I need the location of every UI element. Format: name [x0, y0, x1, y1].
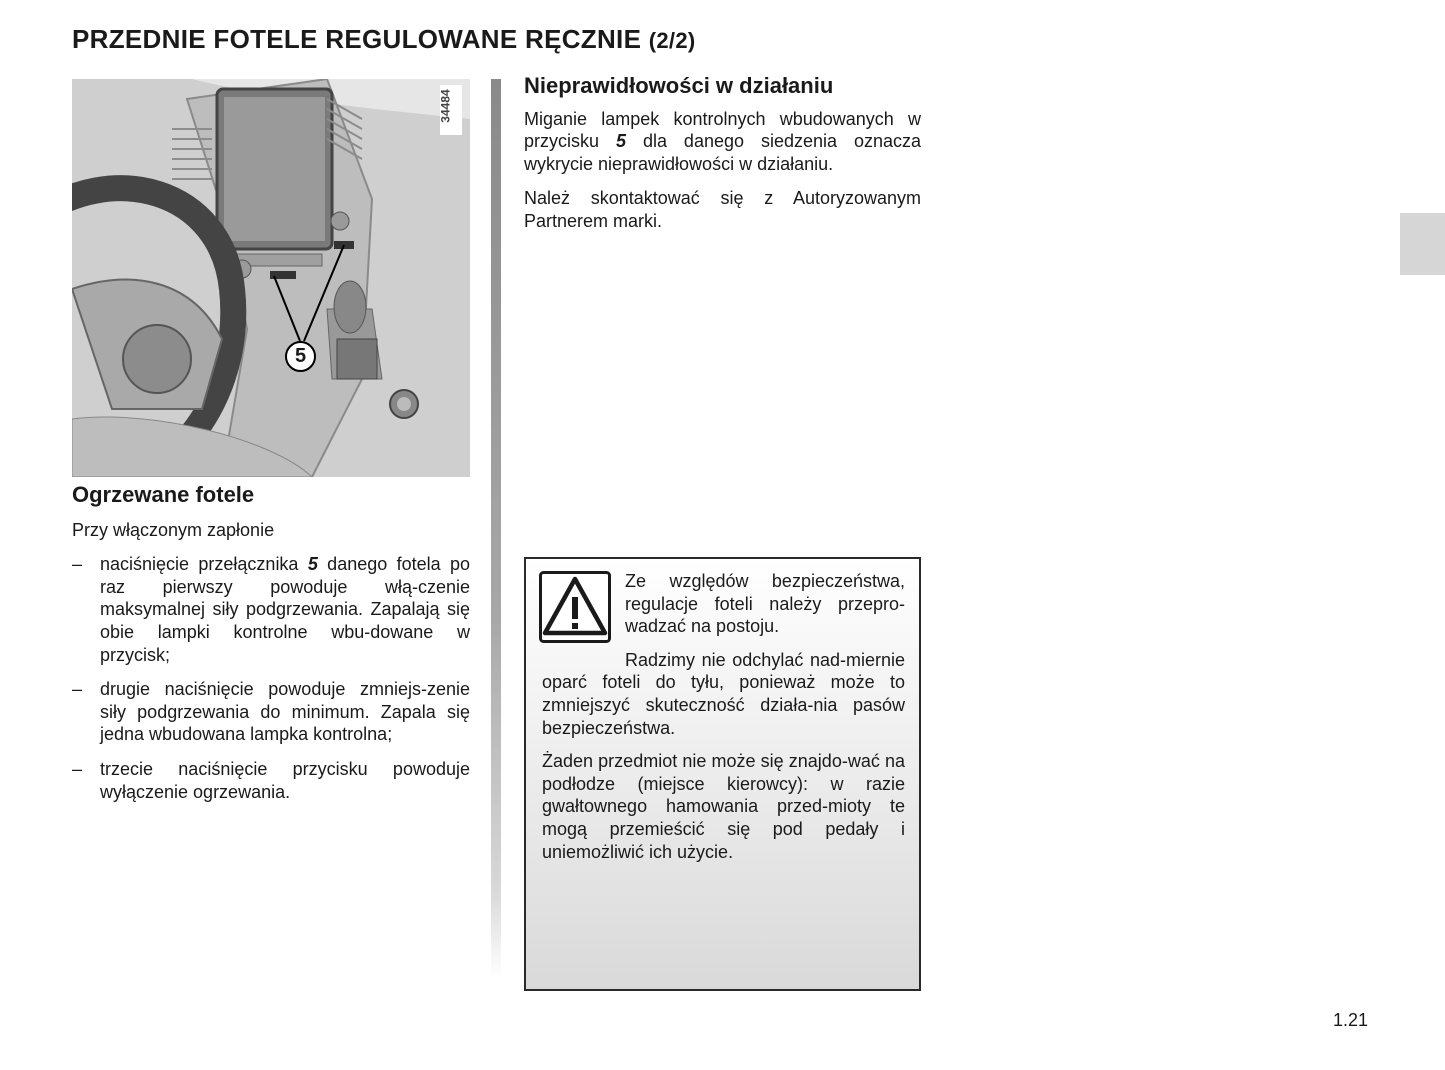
warning-paragraph-3: Żaden przedmiot nie może się znajdo-wać na podłodze (miejsce kierowcy): w razie gwałtownego hamowania przed-mioty te mogą przemieścić się pod pedały i uniemożliwić ich użycie. [542, 751, 905, 862]
dashboard-illustration [72, 79, 470, 477]
bullet-text: naciśnięcie przełącznika [100, 554, 308, 575]
warning-paragraph-2: Radzimy nie odchylać nad-miernie oparć foteli do tyłu, ponieważ może to zmniejszyć skuteczność działa-nia pasów bezpieczeństwa. [542, 649, 905, 738]
bullet-text-cont: danego fotela po raz pierwszy powoduje włą-czenie maksymalnej siły podgrzewania. Zapalają się obie lampki kontrolne wbu-dowane w przycisk; [100, 554, 471, 665]
bullet-dash: – [72, 758, 83, 779]
page-title-suffix: (2/2) [648, 28, 696, 53]
page-title-text: PRZEDNIE FOTELE REGULOWANE RĘCZNIE [72, 24, 642, 54]
bullet-dash: – [72, 679, 83, 700]
switch-ref: 5 [615, 131, 626, 152]
figure-code-label: 34484 [438, 89, 453, 123]
warning-paragraph-1: Ze względów bezpieczeństwa, regulacje foteli należy przepro-wadzać na postoju. [625, 571, 905, 637]
bullet-first-press [72, 553, 470, 666]
malfunction-paragraph-1 [524, 108, 921, 176]
bullet-second-press [72, 678, 470, 746]
safety-warning-text [542, 570, 905, 874]
bullet-third-press [72, 758, 470, 803]
switch-ref: 5 [307, 554, 318, 575]
callout-5-label: 5 [294, 345, 307, 367]
column-divider [491, 79, 501, 979]
page-number: 1.21 [1333, 1010, 1369, 1030]
section-tab-marker [1400, 213, 1445, 275]
malfunction-paragraph-2: Należ skontaktować się z Autoryzowanym Partnerem marki. [524, 188, 921, 231]
heated-seats-section [72, 484, 470, 815]
callout-5 [285, 341, 316, 372]
bullet-text: drugie naciśnięcie powoduje zmniejs-zenie siły podgrzewania do minimum. Zapala się jedna wbudowana lampka kontrolna; [100, 679, 470, 745]
malfunction-section [524, 75, 921, 245]
malfunction-text-cont: dla danego siedzenia oznacza wykrycie nieprawidłowości w działaniu. [524, 131, 922, 174]
bullet-dash: – [72, 554, 83, 575]
malfunction-text: Miganie lampek kontrolnych wbudowanych w przycisku [524, 108, 921, 152]
page-title [72, 24, 696, 55]
safety-warning-box [524, 557, 921, 991]
bullet-text: trzecie naciśnięcie przycisku powoduje wyłączenie ogrzewania. [100, 758, 470, 802]
heated-seats-heading: Ogrzewane fotele [72, 482, 255, 507]
dashboard-illustration-drawing [72, 79, 470, 477]
heated-seats-intro: Przy włączonym zapłonie [72, 519, 275, 540]
malfunction-heading: Nieprawidłowości w działaniu [524, 73, 834, 98]
